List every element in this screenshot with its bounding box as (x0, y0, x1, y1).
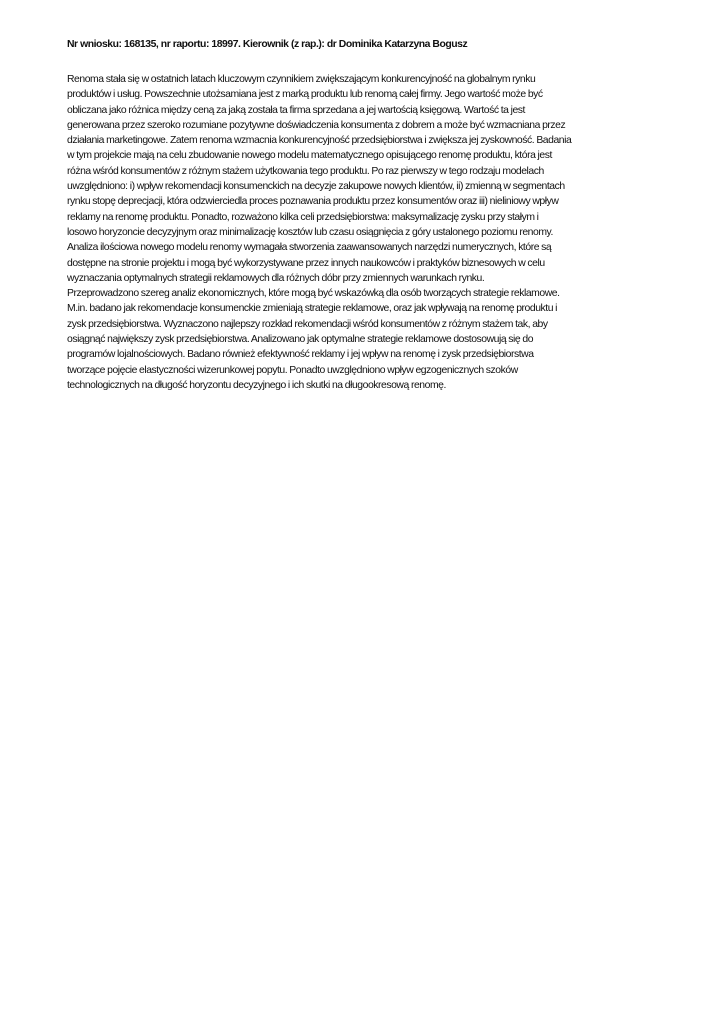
abstract-line: wyznaczania optymalnych strategii reklamowych dla różnych dóbr przy zmiennych warunkach rynku. (67, 272, 485, 284)
abstract-line: osiągnąć największy zysk przedsiębiorstwa. Analizowano jak optymalne strategie reklamowe dostosowują się do (67, 334, 534, 346)
abstract-line: generowana przez szeroko rozumiane pozytywne doświadczenia konsumenta z dobrem a może być wzmacniana przez (67, 119, 566, 131)
abstract-line: reklamy na renomę produktu. Ponadto, rozważono kilka celi przedsiębiorstwa: maksymalizację zysku przy stałym i (67, 211, 539, 223)
abstract-line: tworzące pojęcie elastyczności wizerunkowej popytu. Ponadto uwzględniono wpływ egzogenicznych szoków (67, 364, 518, 376)
abstract-line: produktów i usług. Powszechnie utożsamiana jest z marką produktu lub renomą całej firmy. Jego wartość może być (67, 89, 543, 101)
abstract-line: Analiza ilościowa nowego modelu renomy wymagała stworzenia zaawansowanych narzędzi numerycznych, które są (67, 242, 552, 254)
abstract-line: Przeprowadzono szereg analiz ekonomicznych, które mogą być wskazówką dla osób tworzących strategie reklamowe. (67, 288, 560, 300)
abstract-line: losowo horyzoncie decyzyjnym oraz minimalizację kosztów lub czasu osiągnięcia z góry ustalonego poziomu renomy. (67, 226, 553, 238)
abstract-line: różna wśród konsumentów z różnym stażem użytkowania tego produktu. Po raz pierwszy w tego rodzaju modelach (67, 165, 544, 177)
abstract-line: programów lojalnościowych. Badano również efektywność reklamy i jej wpływ na renomę i zysk przedsiębiorstwa (67, 349, 534, 361)
abstract-line: rynku stopę deprecjacji, która odzwierciedla proces poznawania produktu przez konsumentów oraz iii) nieliniowy wpływ (67, 196, 559, 208)
abstract-line: działania marketingowe. Zatem renoma wzmacnia konkurencyjność przedsiębiorstwa i zwiększa jej zyskowność. Badania (67, 135, 572, 147)
report-header: Nr wniosku: 168135, nr raportu: 18997. Kierownik (z rap.): dr Dominika Katarzyna Bogusz (67, 39, 468, 50)
abstract-line: technologicznych na długość horyzontu decyzyjnego i ich skutki na długookresową renomę. (67, 379, 446, 391)
abstract-text (67, 72, 684, 393)
abstract-line: w tym projekcie mają na celu zbudowanie nowego modelu matematycznego opisującego renomę produktu, która jest (67, 150, 552, 162)
abstract-line: obliczana jako różnica między ceną za jaką została ta firma sprzedana a jej wartością księgową. Wartość ta jest (67, 104, 525, 116)
abstract-line: M.in. badano jak rekomendacje konsumenckie zmieniają strategie reklamowe, oraz jak wpływają na renomę produktu i (67, 303, 558, 315)
abstract-line: uwzględniono: i) wpływ rekomendacji konsumenckich na decyzje zakupowe nowych klientów, ii) zmienną w segmentach (67, 181, 565, 193)
abstract-line: Renoma stała się w ostatnich latach kluczowym czynnikiem zwiększającym konkurencyjność na globalnym rynku (67, 74, 536, 85)
abstract-line: zysk przedsiębiorstwa. Wyznaczono najlepszy rozkład rekomendacji wśród konsumentów z różnym stażem tak, aby (67, 318, 548, 330)
abstract-line: dostępne na stronie projektu i mogą być wykorzystywane przez innych naukowców i praktyków biznesowych w celu (67, 257, 545, 269)
